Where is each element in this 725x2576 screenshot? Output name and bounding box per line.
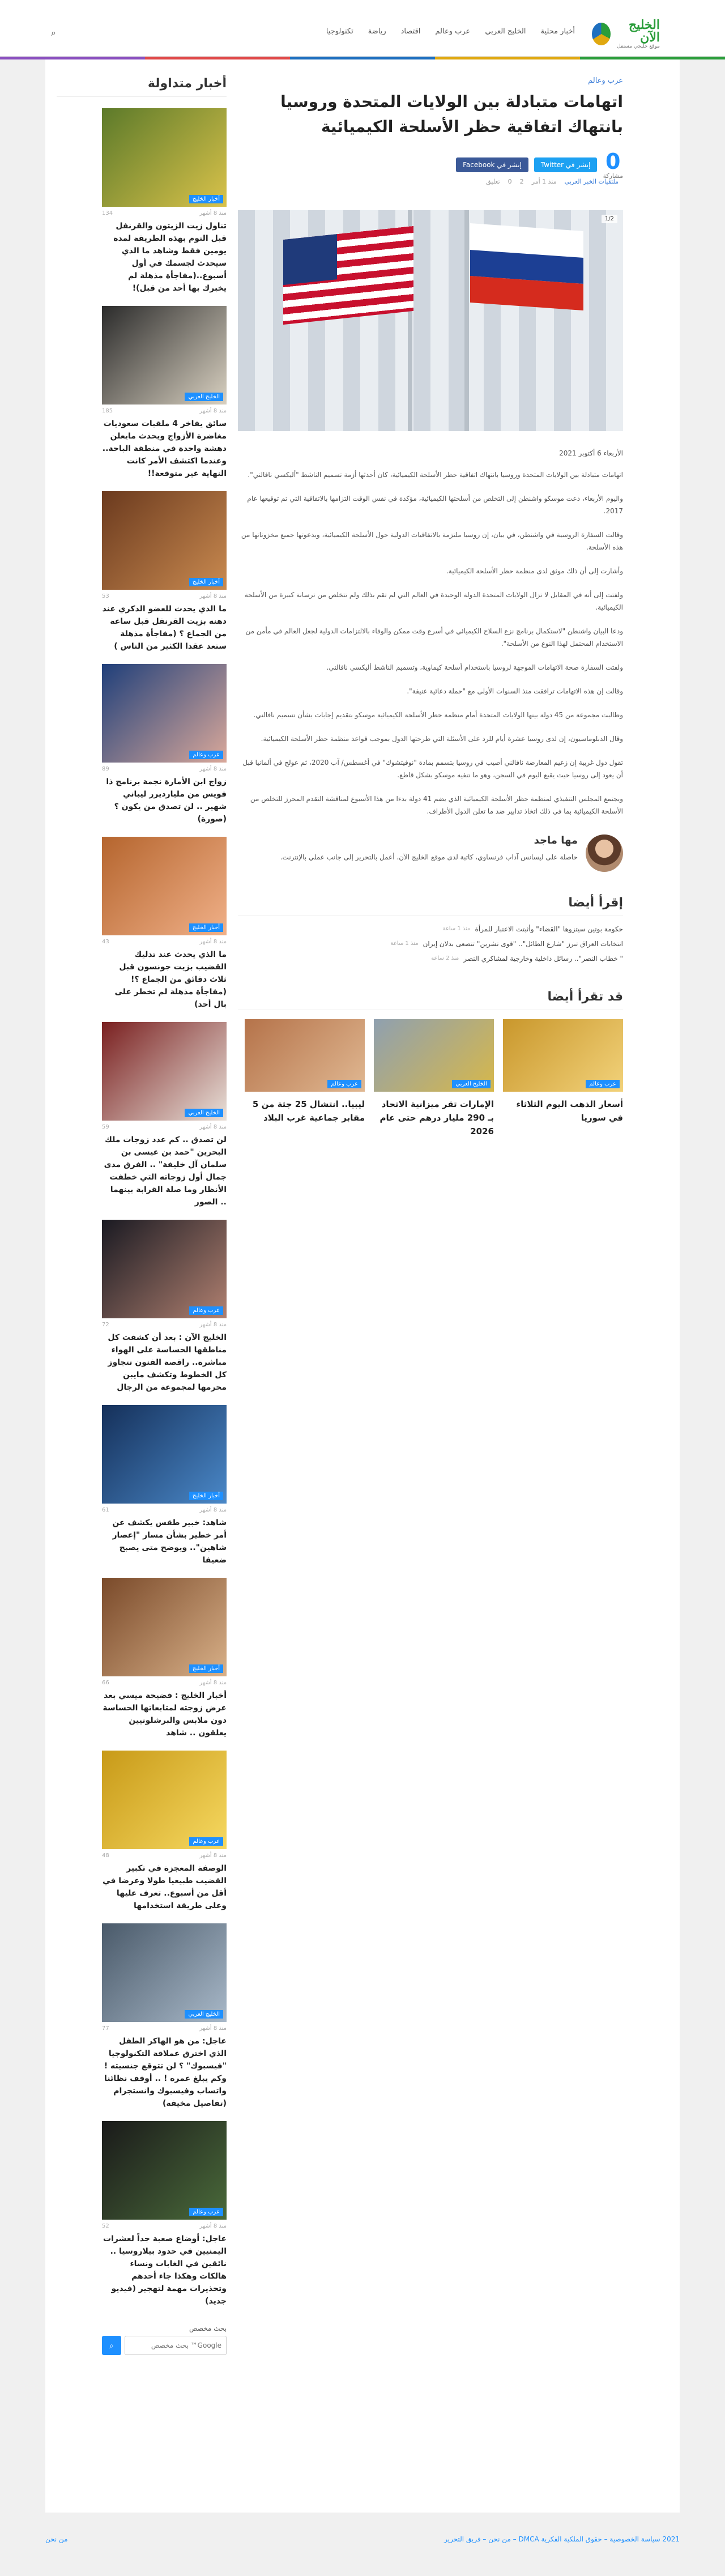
list-item[interactable] [57, 108, 227, 295]
trending-meta [102, 210, 227, 216]
trending-title[interactable]: لن تصدق .. كم عدد زوجات ملك البحرين "حمد بن عيسى بن سلمان آل خليفة" .. الفرق مدى جمال أول زوجاته التي خطفت الأنظار وما صلة القرابة بينهما .. الصور [104, 1135, 227, 1207]
trending-date: منذ 8 أشهر [199, 1322, 227, 1328]
paragraph: ويجتمع المجلس التنفيذي لمنظمة حظر الأسلحة الكيميائية الذي يضم 41 دولة بدءا من هذا الأسبوع لمناقشة التقدم المحرز للتخلص من الأسلحة الكيميائية بما في ذلك اتخاذ تدابير ضد ما تعلن الدول الأطراف. [250, 795, 623, 815]
breadcrumb[interactable]: عرب وعالم [588, 76, 623, 85]
card-image [245, 1019, 365, 1092]
trending-date: منذ 8 أشهر [199, 766, 227, 772]
trending-title[interactable]: الوصفة المعجزة في تكبير القضيب طبيعيا طولا وعرضا في أقل من أسبوع.. تعرف عليها وعلى طريقة استخدامها [103, 1864, 227, 1910]
trending-title[interactable]: عاجل: أوضاع صعبة جداً لعشرات اليمنيين في حدود بيلاروسيا .. نائقين في الغابات ونساء هالكات وهكذا جاء أحدهم وتحذيرات مهمة لتهجير (فيديو جديد) [103, 2234, 227, 2306]
list-item-text: حكومة بوتين سيتزوها "القضاء" وأثبتت الاعتبار للمرأة [475, 925, 623, 933]
trending-meta [102, 766, 227, 772]
paragraph: وقالت إن هذه الاتهامات ترافقت منذ السنوات الأولى مع "حملة دعائية عنيفة". [407, 687, 623, 695]
trending-title[interactable]: الخليج الآن : بعد أن كشفت كل مناطقها الحساسة على الهواء مباشرة.. راقصة الفنون تتجاوز كل الخطوط وتكشف مايبن محرمها لمجموعة من الرجال [108, 1333, 227, 1392]
paragraph: وقالت السفارة الروسية في واشنطن، في بيان، إن روسيا ملتزمة بالاتفاقيات الدولية حول الأسلحة الكيميائية، وبدعوتها جميع مخزوناتها من هذه الأسلحة. [241, 531, 623, 551]
paragraph: ولفتت إلى أنه في المقابل لا تزال الولايات المتحدة الدولة الوحيدة في العالم التي لم تقم بذلك ولم تتخلص من ترسانة كبيرة من الأسلحة الكيميائية. [244, 591, 623, 611]
trending-meta [102, 1322, 227, 1328]
trending-views: 66 [102, 1680, 109, 1686]
trending-views: 52 [102, 2223, 109, 2229]
nav-item-world[interactable]: عرب وعالم [435, 27, 471, 36]
trending-views: 53 [102, 593, 109, 599]
trending-image[interactable] [102, 1405, 227, 1504]
trending-views: 43 [102, 939, 109, 945]
meta-views: 2 [519, 178, 524, 185]
trending-category[interactable]: أخبار الخليج [189, 923, 223, 932]
related-card[interactable] [245, 1019, 365, 1138]
meta-extra[interactable]: تعليق [486, 178, 500, 185]
list-item[interactable] [57, 1578, 227, 1739]
article-title: اتهامات متبادلة بين الولايات المتحدة وروسيا بانتهاك اتفاقية حظر الأسلحة الكيميائية [280, 92, 623, 136]
card-image [374, 1019, 494, 1092]
author-bio: حاصلة على ليسانس آداب فرنساوي، كاتبة لدى موقع الخليج الآن، أعمل بالتحرير إلى جانب عملي بالإنترنت. [280, 853, 578, 861]
sidebar-search [102, 2336, 227, 2355]
twitter-share-button[interactable]: إنشر في Twitter [534, 157, 598, 172]
trending-meta [102, 408, 227, 414]
trending-category[interactable]: الخليج العربي [185, 393, 223, 401]
trending-image[interactable] [102, 108, 227, 207]
trending-list [57, 108, 227, 2307]
card-image [503, 1019, 623, 1092]
list-item-date: منذ 2 ساعة [431, 955, 459, 961]
card-category[interactable]: الخليج العربي [452, 1080, 491, 1088]
trending-meta [102, 2223, 227, 2229]
trending-views: 89 [102, 766, 109, 772]
trending-date: منذ 8 أشهر [199, 210, 227, 216]
us-flag-icon [283, 226, 413, 325]
trending-date: منذ 8 أشهر [199, 1124, 227, 1130]
trending-image[interactable] [102, 491, 227, 590]
article-body [238, 469, 623, 817]
logo-text: الخليج الآن [628, 18, 660, 45]
card-category[interactable]: عرب وعالم [327, 1080, 361, 1088]
trending-image[interactable] [102, 1751, 227, 1849]
main-nav [326, 27, 575, 36]
also-read-heading: قد تقرأ أيضا [238, 990, 623, 1010]
list-item[interactable] [57, 2121, 227, 2307]
trending-meta [102, 2025, 227, 2032]
footer-left-link[interactable]: من نحن [45, 2535, 68, 2543]
russia-flag-icon [470, 223, 583, 310]
trending-title[interactable]: تناول زيت الزيتون والقرنفل قبل النوم بهذه الطريقة لمدة يومين فقط وشاهد ما الذي سيحدث لجسمك في أول أسبوع..(مفاجأة مذهلة لم يخبرك بها أحد من قبل)! [113, 222, 227, 293]
trending-title[interactable]: زواج ابن الأمارة نجمة برنامج ذا فويس من مليارديرر ليباني شهير .. لن تصدق من يكون ؟ (صورة) [106, 777, 227, 824]
nav-item-local[interactable]: أخبار محلية [540, 27, 575, 36]
article-meta [238, 178, 619, 185]
top-header [0, 0, 725, 57]
trending-views: 72 [102, 1322, 109, 1328]
trending-image[interactable] [102, 2121, 227, 2220]
list-item-date: منذ 1 ساعة [390, 940, 419, 947]
list-item[interactable] [57, 1405, 227, 1566]
trending-category[interactable]: عرب وعالم [189, 1306, 223, 1315]
trending-meta [102, 1507, 227, 1513]
trending-title[interactable]: ما الذي يحدث للعضو الذكري عند دهنه بزيت القرنفل قبل ساعة من الجماع ؟ (مفاجأة مذهلة ستعد عقدا الكثير من الناس ) [102, 604, 227, 651]
paragraph: وقال الدبلوماسيون، إن لدى روسيا عشرة أيام للرد على الأسئلة التي طرحتها الدول بموجب قواعد منظمة حظر الأسلحة الكيميائية. [261, 735, 623, 743]
list-item[interactable] [57, 491, 227, 653]
list-item[interactable] [238, 951, 623, 966]
trending-category[interactable]: الخليج العربي [185, 1109, 223, 1117]
trending-image[interactable] [102, 306, 227, 405]
nav-item-economy[interactable]: اقتصاد [400, 27, 421, 36]
trending-views: 77 [102, 2025, 109, 2032]
logo-emblem-icon [592, 23, 611, 45]
trending-views: 134 [102, 210, 113, 216]
read-also-list [238, 922, 623, 966]
trending-category[interactable]: أخبار الخليج [189, 578, 223, 586]
trending-category[interactable]: أخبار الخليج [189, 195, 223, 203]
list-item[interactable] [57, 1751, 227, 1912]
list-item[interactable] [57, 1022, 227, 1208]
meta-time: منذ 1 أمر [531, 178, 557, 185]
search-icon[interactable]: ⌕ [102, 2336, 121, 2355]
list-item[interactable] [57, 837, 227, 1011]
trending-title[interactable]: سائق يفاخر 4 ملقبات سعوديات مغاضرة الأزواج ويحدث مايعلن دهشة واحدة في منطقة الباحة.. وعندما اكتشف الأمر كانت النهاية غير متوقعة!! [102, 419, 227, 478]
card-title[interactable]: الإمارات تقر ميزانية الاتحاد بـ 290 مليار درهم حتى عام 2026 [379, 1099, 494, 1136]
meta-comments: 0 [508, 178, 512, 185]
site-logo[interactable] [592, 20, 660, 48]
list-item[interactable] [238, 936, 623, 951]
trending-image[interactable] [102, 1923, 227, 2022]
nav-item-tech[interactable]: تكنولوجيا [326, 27, 353, 36]
paragraph: وأشارت إلى أن ذلك موثق لدى منظمة حظر الأسلحة الكيميائية. [446, 567, 623, 575]
trending-date: منذ 8 أشهر [199, 939, 227, 945]
card-title[interactable]: أسعار الذهب اليوم الثلاثاء في سوريا [516, 1099, 623, 1123]
trending-date: منذ 8 أشهر [199, 2025, 227, 2032]
trending-category[interactable]: أخبار الخليج [189, 1492, 223, 1500]
trending-views: 48 [102, 1853, 109, 1859]
meta-author[interactable]: ملتقيات الخبر العربي [564, 178, 619, 185]
related-card[interactable] [374, 1019, 494, 1138]
trending-category[interactable]: أخبار الخليج [189, 1664, 223, 1673]
avatar[interactable] [586, 834, 623, 872]
author-box [238, 834, 623, 872]
paragraph: اتهامات متبادلة بين الولايات المتحدة وروسيا بانتهاك اتفاقية حظر الأسلحة الكيميائية، كان أحدثها أزمة تسميم الناشط "أليكسي نافالني". [248, 471, 623, 479]
trending-date: منذ 8 أشهر [199, 1507, 227, 1513]
trending-category[interactable]: عرب وعالم [189, 751, 223, 759]
paragraph: ولفتت السفارة صحة الاتهامات الموجهة لروسيا باستخدام أسلحة كيماوية، وتسميم الناشط أليكسي نافالني. [326, 663, 623, 671]
hero-image [238, 210, 623, 431]
trending-meta [102, 593, 227, 599]
nav-item-gulf[interactable]: الخليج العربي [485, 27, 526, 36]
footer-links[interactable]: 2021 سياسة الخصوصية – حقوق الملكية الفكرية DMCA – من نحن – فريق التحرير [444, 2535, 680, 2543]
list-item[interactable] [57, 664, 227, 825]
trending-image[interactable] [102, 1022, 227, 1121]
search-label: بحث مخصص [189, 2324, 227, 2332]
list-item[interactable] [57, 306, 227, 480]
trending-category[interactable]: عرب وعالم [189, 2208, 223, 2216]
card-category[interactable]: عرب وعالم [586, 1080, 620, 1088]
trending-views: 61 [102, 1507, 109, 1513]
paragraph: وطالبت مجموعة من 45 دولة بينها الولايات المتحدة أمام منظمة حظر الأسلحة الكيميائية موسكو بتقديم إجابات بشأن تسميم نافالني. [253, 711, 623, 719]
trending-date: منذ 8 أشهر [199, 593, 227, 599]
trending-meta [102, 939, 227, 945]
search-icon[interactable]: ⌕ [51, 27, 56, 38]
gallery-badge: 1/2 [602, 215, 617, 223]
trending-meta [102, 1853, 227, 1859]
author-name[interactable]: مها ماجد [534, 834, 578, 846]
logo-subtitle: موقع خليجي مستقل [617, 44, 660, 49]
trending-image[interactable] [102, 837, 227, 935]
read-also-heading: إقرأ أيضا [238, 896, 623, 916]
article-date: الأربعاء 6 أكتوبر 2021 [559, 449, 623, 457]
trending-date: منذ 8 أشهر [199, 1853, 227, 1859]
trending-image[interactable] [102, 1220, 227, 1318]
trending-image[interactable] [102, 664, 227, 763]
trending-meta [102, 1680, 227, 1686]
trending-image[interactable] [102, 1578, 227, 1676]
paragraph: ودعا البيان واشنطن "لاستكمال برنامج نزع السلاح الكيميائي في أسرع وقت ممكن والوفاء بالالتزامات الدولية لجعل العالم في مأمن من الاستخدام المحتمل لهذا النوع من الأسلحة". [245, 627, 623, 648]
flag-pole [464, 210, 469, 431]
facebook-share-button[interactable]: إنشر في Facebook [456, 157, 528, 172]
trending-meta [102, 1124, 227, 1130]
related-cards [238, 1019, 623, 1138]
list-item[interactable] [57, 1220, 227, 1394]
trending-title[interactable]: عاجل: من هو الهاكر الطفل الذي اخترق عملاقة التكنولوجيا "فيسبوك" ؟ لن تتوقع جنسيته ! وكم يبلغ عمره ! .. أوقف نظائنا واتساب وفيسبوك وانستجرام (تفاصيل مخيفة) [104, 2037, 227, 2108]
sidebar-title: أخبار متداولة [57, 76, 227, 97]
trending-title[interactable]: أخبار الخليج : فضيحة ميسي بعد عرض زوجته لمتابعاتها الحساسة دون ملابس والبرشلونيين يعلقون .. شاهد [103, 1691, 227, 1738]
card-title[interactable]: ليبيا.. انتشال 25 جثة من 5 مقابر جماعية غرب البلاد [252, 1099, 365, 1123]
article-column [238, 76, 623, 1138]
page-container [45, 59, 680, 2513]
trending-views: 59 [102, 1124, 109, 1130]
paragraph: واليوم الأربعاء، دعت موسكو واشنطن إلى التخلص من أسلحتها الكيميائية، مؤكدة في نفس الوقت التزامها بالاتفاقية التي تم توقيعها عام 2017. [247, 495, 623, 515]
share-count: 0 [605, 148, 621, 174]
trending-views: 185 [102, 408, 113, 414]
share-bar [238, 148, 623, 180]
sidebar [57, 76, 227, 2355]
list-item[interactable] [57, 1923, 227, 2110]
related-card[interactable] [503, 1019, 623, 1138]
trending-title[interactable]: ما الذي يحدث عند تدليك القضيب بزيت جونسون قبل ثلاث دقائق من الجماع ؟!(مفاجأة مذهلة لم تخطر على بال أحد) [114, 950, 227, 1009]
footer [0, 2513, 725, 2576]
trending-date: منذ 8 أشهر [199, 2223, 227, 2229]
trending-category[interactable]: عرب وعالم [189, 1837, 223, 1846]
share-label: مشاركة [603, 172, 623, 180]
trending-date: منذ 8 أشهر [199, 408, 227, 414]
list-item[interactable] [238, 922, 623, 936]
search-input[interactable] [125, 2336, 227, 2355]
nav-item-sports[interactable]: رياضة [368, 27, 386, 36]
list-item-text: انتخابات العراق تبرز "شارع الطائل".. "قوى تشرين" تتصعى بدلان إيران [423, 940, 623, 948]
trending-date: منذ 8 أشهر [199, 1680, 227, 1686]
paragraph: تقول دول غربية إن زعيم المعارضة نافالني أصيب في روسيا بتسمم بمادة "نوفيتشوك" في أغسطس/ آب 2020، ثم عولج في ألمانيا قبل أن يعود إلى روسيا حيث يقبع اليوم في السجن، وهو ما تنفيه موسكو بشكل قاطع. [242, 759, 623, 779]
trending-title[interactable]: شاهد: خبير طقس يكشف عن أمر خطير بشأن مسار "إعصار شاهين".. ويوضح متى يصبح ضعيفا [112, 1518, 227, 1565]
list-item-text: " خطاب النصر".. رسائل داخلية وخارجية لمشاكري النصر [463, 955, 623, 963]
trending-category[interactable]: الخليج العربي [185, 2010, 223, 2019]
list-item-date: منذ 1 ساعة [442, 926, 471, 932]
